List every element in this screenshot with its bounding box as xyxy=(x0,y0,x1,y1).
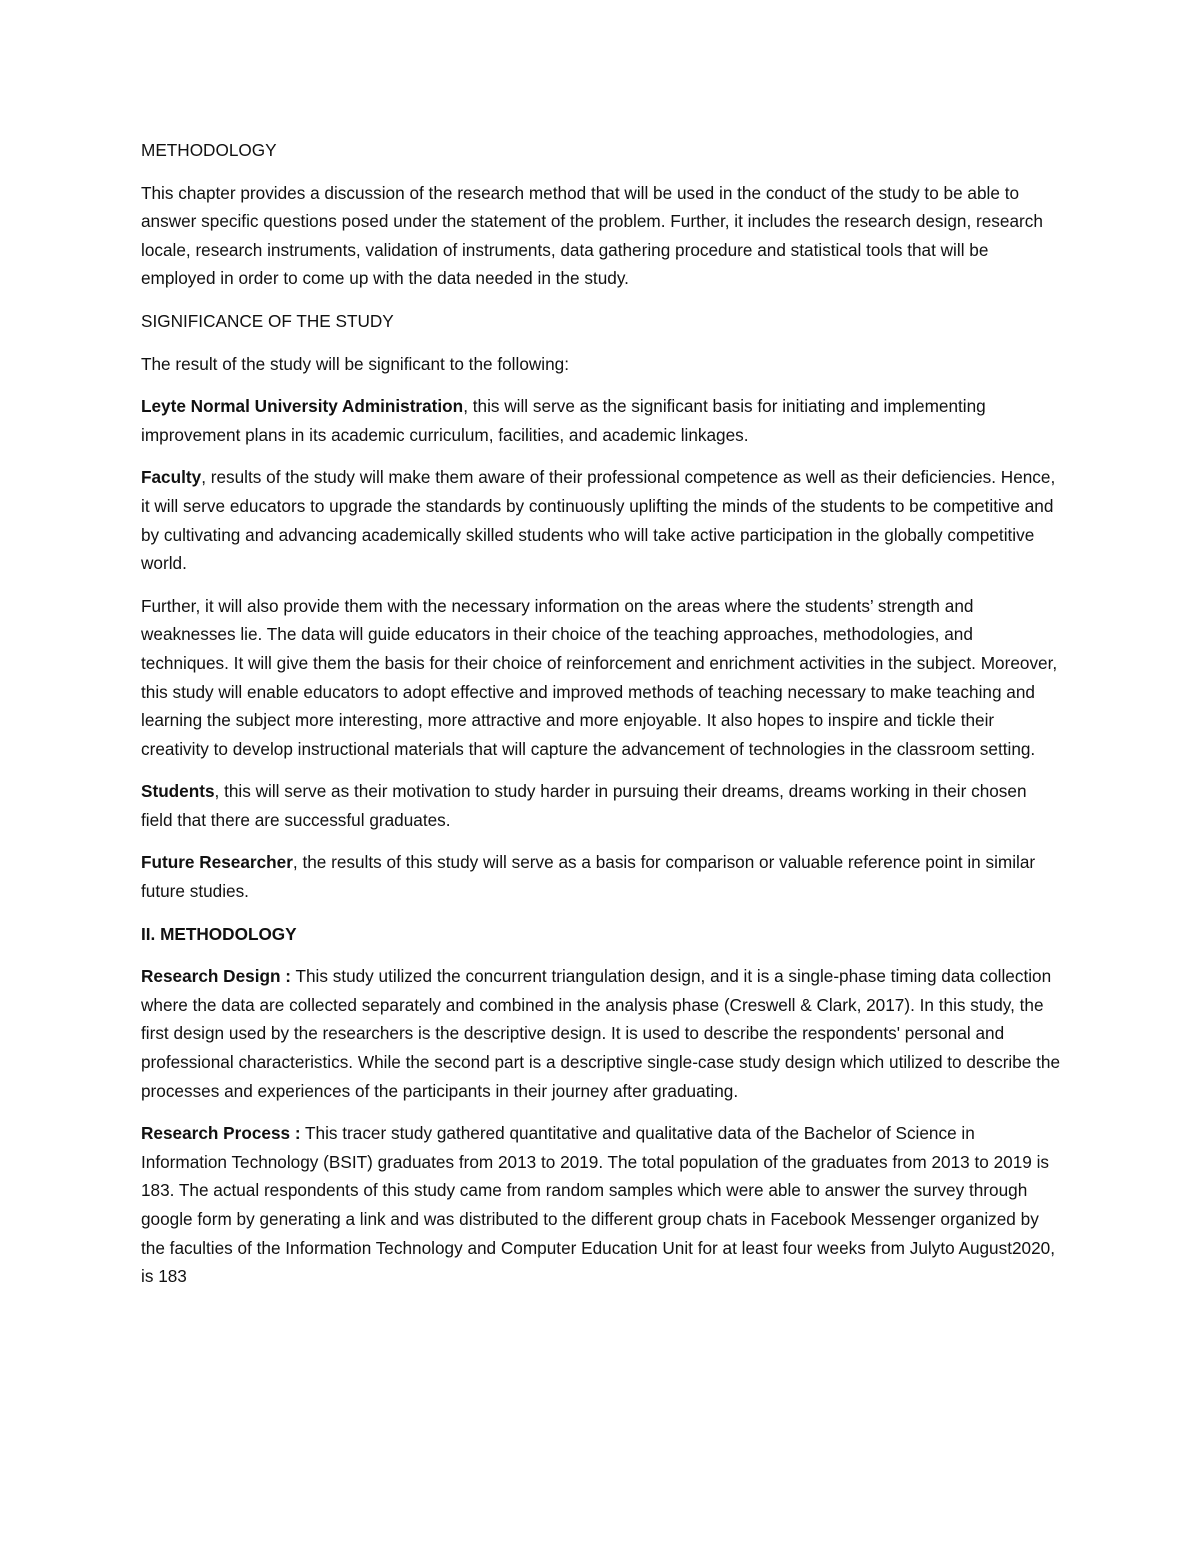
research-process-term: Research Process : xyxy=(141,1123,301,1144)
research-design-paragraph xyxy=(141,962,1061,1105)
document-page xyxy=(141,136,1061,1305)
intro-paragraph: This chapter provides a discussion of the research method that will be used in the conduct of the study to be able to answer specific questions posed under the statement of the problem. Further, it includes the research design, research locale, research instruments, validation of instruments, data gathering procedure and statistical tools that will be employed in order to come up with the data needed in the study. xyxy=(141,182,1043,289)
research-design-text: This study utilized the concurrent triangulation design, and it is a single-phase timing data collection where the data are collected separately and combined in the analysis phase (Creswell & Clark, 2017). In this study, the first design used by the researchers is the descriptive design. It is used to describe the respondents' personal and professional characteristics. While the second part is a descriptive single-case study design which utilized to describe the processes and experiences of the participants in their journey after graduating. xyxy=(141,966,1061,1101)
faculty-paragraph xyxy=(141,463,1061,577)
students-term: Students xyxy=(141,781,215,802)
significance-heading: SIGNIFICANCE OF THE STUDY xyxy=(141,310,394,331)
future-researcher-term: Future Researcher xyxy=(141,852,293,873)
future-researcher-text: , the results of this study will serve as a basis for comparison or valuable reference point in similar future studies. xyxy=(141,852,1036,902)
methodology-heading: METHODOLOGY xyxy=(141,140,277,160)
future-researcher-paragraph xyxy=(141,848,1061,905)
research-design-term: Research Design : xyxy=(141,966,291,987)
admin-text: , this will serve as the significant basis for initiating and implementing improvement plans in its academic curriculum, facilities, and academic linkages. xyxy=(141,396,986,445)
admin-term: Leyte Normal University Administration xyxy=(141,396,464,417)
faculty-text: , results of the study will make them aware of their professional competence as well as their deficiencies. Hence, it will serve educators to upgrade the standards by continuously uplifting the minds of the students to be competitive and by cultivating and advancing academically skilled students who will take active participation in the globally competitive world. xyxy=(141,467,1056,574)
faculty-term: Faculty xyxy=(141,467,202,488)
research-process-text: This tracer study gathered quantitative and qualitative data of the Bachelor of Science in Information Technology (BSIT) graduates from 2013 to 2019. The total population of the graduates from 2013 to 2019 is 183. The actual respondents of this study came from random samples which were able to answer the survey through google form by generating a link and was distributed to the different group chats in Facebook Messenger organized by the faculties of the Information Technology and Computer Education Unit for at least four weeks from Julyto August2020, is 183 xyxy=(141,1123,1055,1287)
section-ii-heading: II. METHODOLOGY xyxy=(141,923,297,944)
students-paragraph xyxy=(141,777,1061,834)
admin-paragraph xyxy=(141,392,1061,449)
significance-lead: The result of the study will be significant to the following: xyxy=(141,353,570,374)
research-process-paragraph xyxy=(141,1119,1061,1291)
students-text: , this will serve as their motivation to study harder in pursuing their dreams, dreams working in their chosen field that there are successful graduates. xyxy=(141,781,1027,830)
further-paragraph: Further, it will also provide them with the necessary information on the areas where the students’ strength and weaknesses lie. The data will guide educators in their choice of the teaching approaches, methodologies, and techniques. It will give them the basis for their choice of reinforcement and enrichment activities in the subject. Moreover, this study will enable educators to adopt effective and improved methods of teaching necessary to make teaching and learning the subject more interesting, more attractive and more enjoyable. It also hopes to inspire and tickle their creativity to develop instructional materials that will capture the advancement of technologies in the classroom setting. xyxy=(141,595,1058,759)
